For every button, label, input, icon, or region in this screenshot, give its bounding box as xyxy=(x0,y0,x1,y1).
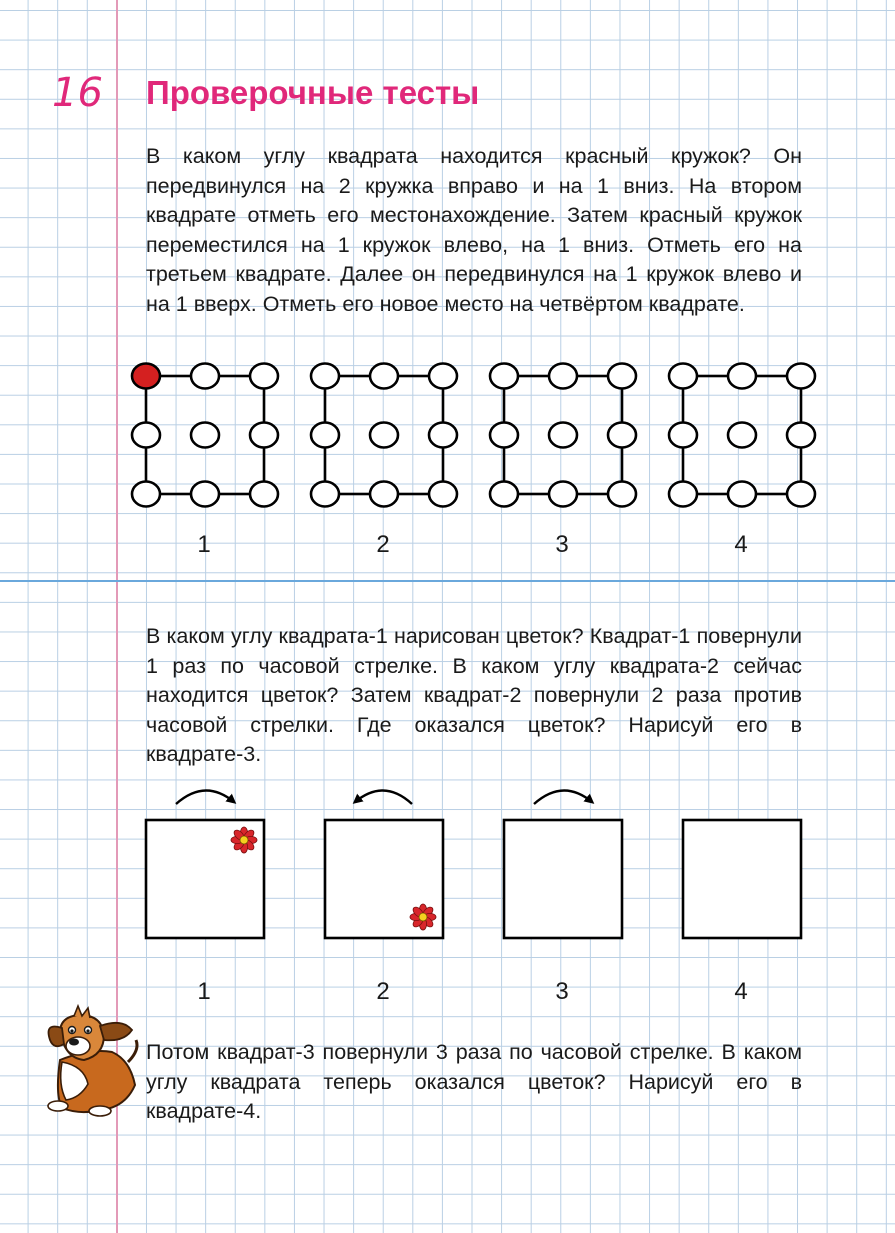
task3-text: Потом квадрат-3 повернули 3 раза по часовой стрелке. В каком углу квадрата теперь оказался цветок? Нарисуй его в квадрате-4. xyxy=(146,1040,802,1124)
square-label-1: 1 xyxy=(197,978,211,1005)
square-4 xyxy=(683,820,801,938)
grid-label-3: 3 xyxy=(555,531,569,558)
grid-label-4: 4 xyxy=(734,531,748,558)
counterclockwise-arrow-2 xyxy=(355,790,412,804)
page-number: 16 xyxy=(52,70,103,116)
puppy-icon xyxy=(48,1006,137,1116)
square-label-2: 2 xyxy=(376,978,390,1005)
page-title: Проверочные тесты xyxy=(146,74,480,111)
task2-text: В каком углу квадрата-1 нарисован цветок? Квадрат-1 повернули 1 раз по часовой стрелке. В каком углу квадрата-2 сейчас находится цветок? Затем квадрат-2 повернули 2 раза против часовой стрелки. Где оказался цветок? Нарисуй его в квадрате-3. xyxy=(146,624,802,767)
clockwise-arrow-3 xyxy=(534,790,592,804)
task1-text: В каком углу квадрата находится красный кружок? Он передвинулся на 2 кружка вправо и на 1 вниз. На втором квадрате отметь его местонахождение. Затем красный кружок переместился на 1 кружок влево, на 1 вниз. Отметь его на третьем квадрате. Далее он передвинулся на 1 кружок влево и на 1 вверх. Отметь его новое место на четвёртом квадрате. xyxy=(146,144,802,316)
square-label-3: 3 xyxy=(555,978,569,1005)
square-3 xyxy=(504,820,622,938)
square-label-4: 4 xyxy=(734,978,748,1005)
flower-icon xyxy=(410,904,436,930)
clockwise-arrow-1 xyxy=(176,790,234,804)
flower-icon xyxy=(231,827,257,853)
grid-label-1: 1 xyxy=(197,531,211,558)
grid-label-2: 2 xyxy=(376,531,390,558)
